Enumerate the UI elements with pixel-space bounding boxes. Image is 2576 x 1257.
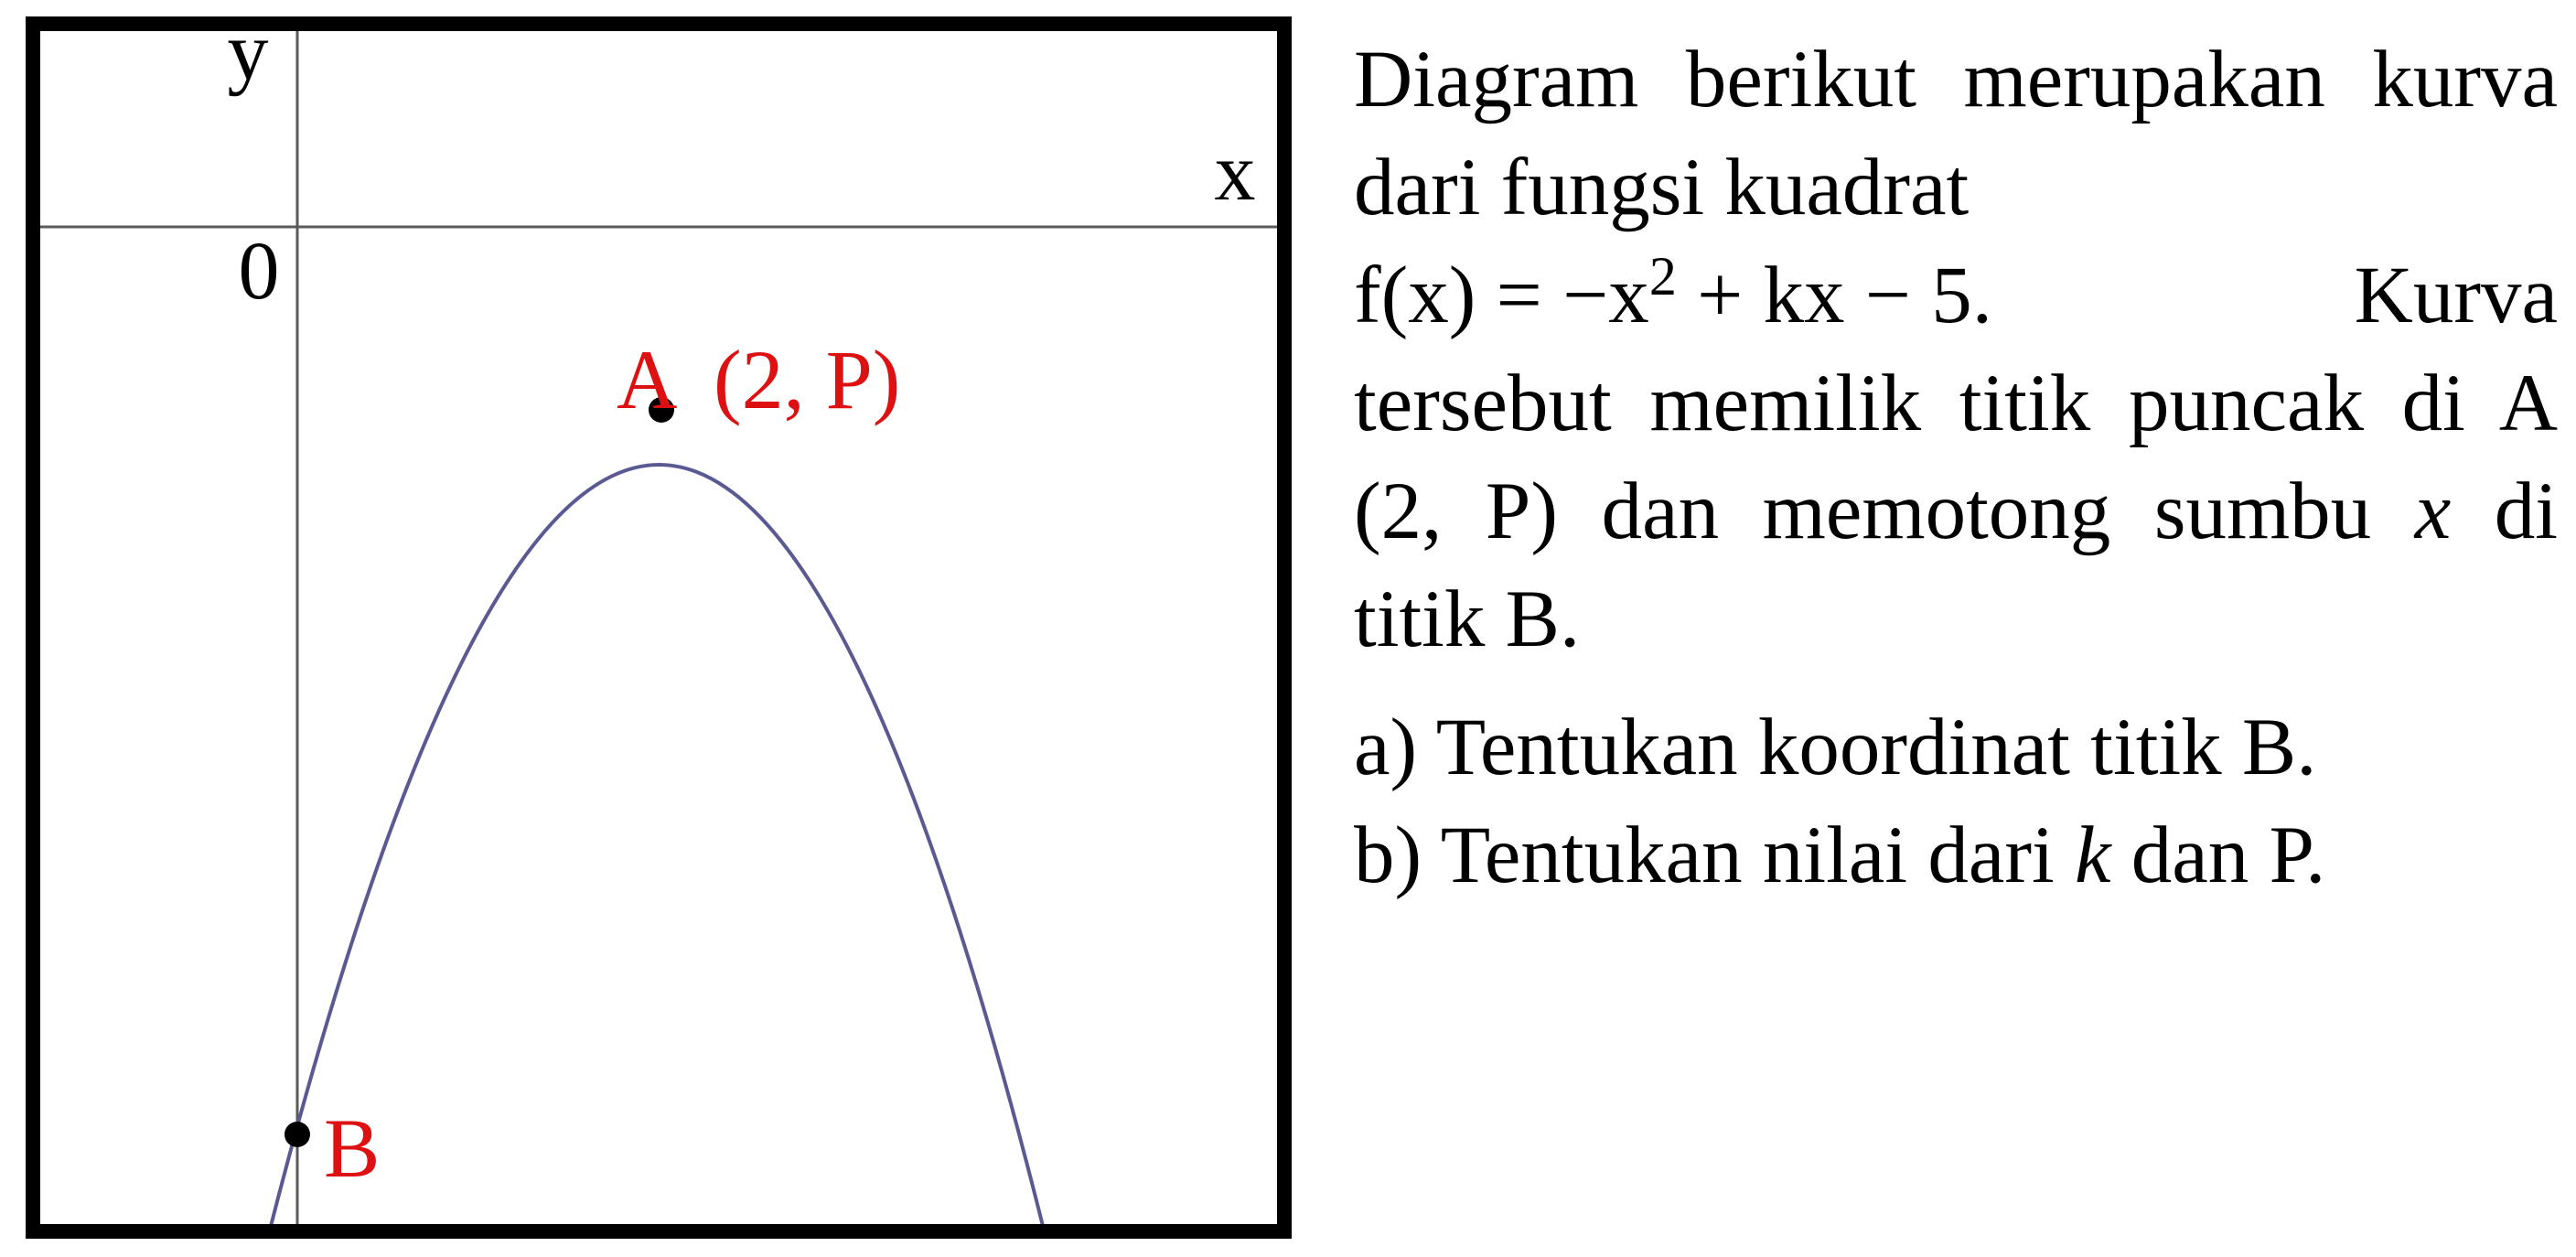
problem-paragraph-1 [1354, 26, 2558, 242]
diagram-frame [33, 24, 1284, 1231]
function-line [1354, 242, 2558, 349]
question-b [1354, 801, 2558, 909]
y-axis-label: y [227, 16, 269, 97]
function-lhs: f(x) = −x [1354, 251, 1649, 340]
parabola-curve [269, 465, 1045, 1233]
intercept-description: di titik B. [1354, 467, 2558, 664]
point-b-label: B [324, 1101, 381, 1195]
function-tail: Kurva [2354, 251, 2558, 340]
problem-paragraph-2 [1354, 349, 2558, 673]
point-b-marker [284, 1122, 310, 1147]
x-axis-label: x [1214, 127, 1256, 218]
question-b-start: b) Tentukan nilai dari [1354, 811, 2055, 900]
origin-label: 0 [238, 226, 280, 317]
function-rhs: + kx − 5. [1676, 251, 1992, 340]
question-a-text: a) Tentukan koordinat titik B. [1354, 703, 2317, 792]
point-a-label: A [617, 333, 678, 426]
variable-x: x [2414, 467, 2452, 556]
function-exponent: 2 [1648, 246, 1677, 306]
function-expression [1354, 242, 1992, 349]
parabola-diagram [26, 16, 1292, 1239]
question-b-end: dan P. [2131, 811, 2326, 900]
problem-text [1354, 26, 2558, 909]
vertex-description: tersebut memilik titik puncak di A (2, P) dan memotong sumbu [1354, 359, 2558, 556]
question-a [1354, 693, 2558, 801]
problem-intro: Diagram berikut merupakan kurva dari fungsi kuadrat [1354, 35, 2558, 232]
point-a-coordinates: (2, P) [714, 333, 901, 426]
variable-k: k [2074, 811, 2111, 900]
